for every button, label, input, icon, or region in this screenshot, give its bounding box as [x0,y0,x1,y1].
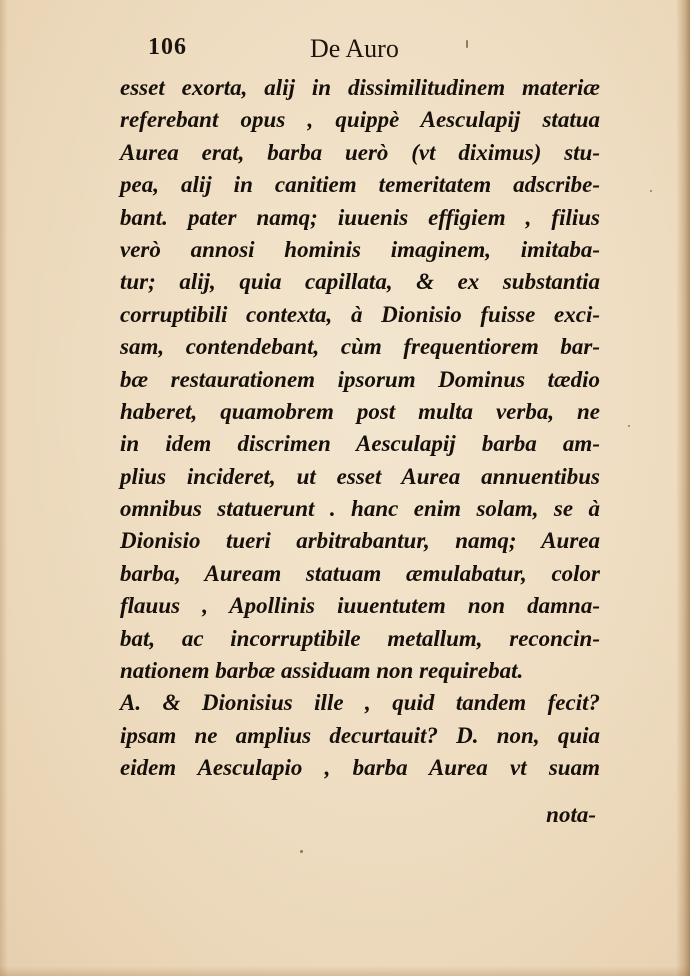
text-line: barba, Auream statuam æmulabatur, color [120,560,600,586]
text-line: in idem discrimen Aesculapij barba am- [120,431,600,457]
paper-speck [628,425,630,427]
text-line: Aurea erat, barba uerò (vt diximus) stu- [120,139,600,165]
text-line: eidem Aesculapio , barba Aurea vt suam [120,755,600,781]
running-head: De Auro [310,34,399,63]
paper-speck [466,40,468,48]
text-line: pea, alij in canitiem temeritatem adscribe- [120,172,600,198]
text-line: bat, ac incorruptibile metallum, reconcin- [120,625,600,651]
text-line: A. & Dionisius ille , quid tandem fecit? [120,690,600,716]
text-line: referebant opus , quippè Aesculapij statua [120,107,600,133]
page-edge-shadow [676,0,690,976]
paper-speck [300,850,303,853]
text-line: ipsam ne amplius decurtauit? D. non, quia [120,722,600,748]
text-line: sam, contendebant, cùm frequentiorem bar- [120,334,600,360]
text-line: esset exorta, alij in dissimilitudinem materiæ [120,75,600,100]
page-number: 106 [148,34,187,60]
paper-speck [650,190,652,192]
text-line: haberet, quamobrem post multa verba, ne [120,398,600,424]
text-line: nationem barbæ assiduam non requirebat. [120,658,524,684]
text-line: corruptibili contexta, à Dionisio fuisse exci- [120,301,600,327]
text-line: plius incideret, ut esset Aurea annuentibus [120,463,600,489]
page-gutter-shadow [0,0,8,976]
text-line: tur; alij, quia capillata, & ex substantia [120,269,600,295]
body-text [120,72,600,785]
catchword: nota- [546,802,596,827]
text-line: flauus , Apollinis iuuentutem non damna- [120,593,600,619]
text-line: Dionisio tueri arbitrabantur, namq; Aurea [120,528,600,554]
text-line: bant. pater namq; iuuenis effigiem , filius [120,204,600,230]
text-line: bæ restaurationem ipsorum Dominus tædio [120,366,600,392]
page-header [148,34,398,68]
page-bottom-edge [0,966,690,976]
text-line: omnibus statuerunt . hanc enim solam, se à [120,496,600,522]
text-line: verò annosi hominis imaginem, imitaba- [120,236,600,262]
